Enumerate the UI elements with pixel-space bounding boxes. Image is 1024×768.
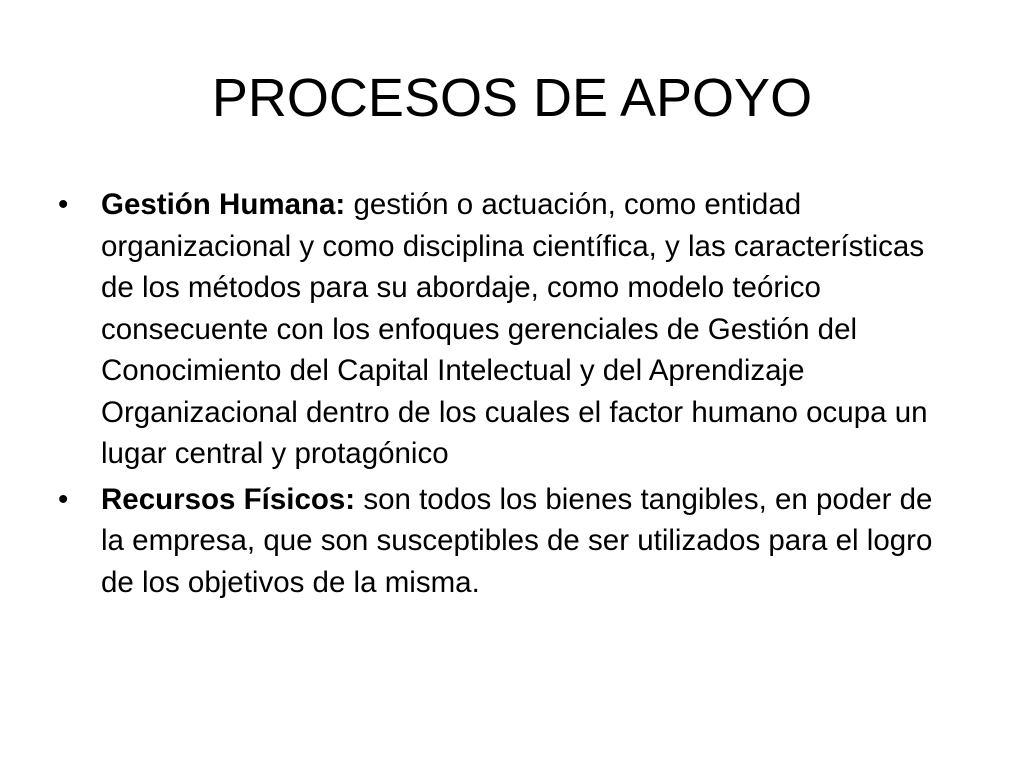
bullet-list bbox=[58, 184, 958, 607]
bullet-item-gestion-humana bbox=[58, 184, 958, 475]
bullet-description: son todos los bienes tangibles, en poder de la empresa, que son susceptibles de ser utilizados para el logro de los objetivos de la misma. bbox=[101, 482, 933, 599]
bullet-term: Gestión Humana: bbox=[101, 188, 346, 221]
bullet-description: gestión o actuación, como entidad organizacional y como disciplina científica, y las características de los métodos para su abordaje, como modelo teórico consecuente con los enfoques gerenciales de Gestión del Conocimiento del Capital Intelectual y del Aprendizaje Organizacional dentro de los cuales el factor humano ocupa un lugar central y protagónico bbox=[101, 188, 928, 470]
bullet-item-recursos-fisicos bbox=[58, 479, 958, 604]
bullet-icon: • bbox=[58, 188, 69, 221]
bullet-icon: • bbox=[58, 482, 69, 516]
slide-title: PROCESOS DE APOYO bbox=[211, 68, 813, 128]
bullet-term: Recursos Físicos: bbox=[101, 482, 356, 516]
